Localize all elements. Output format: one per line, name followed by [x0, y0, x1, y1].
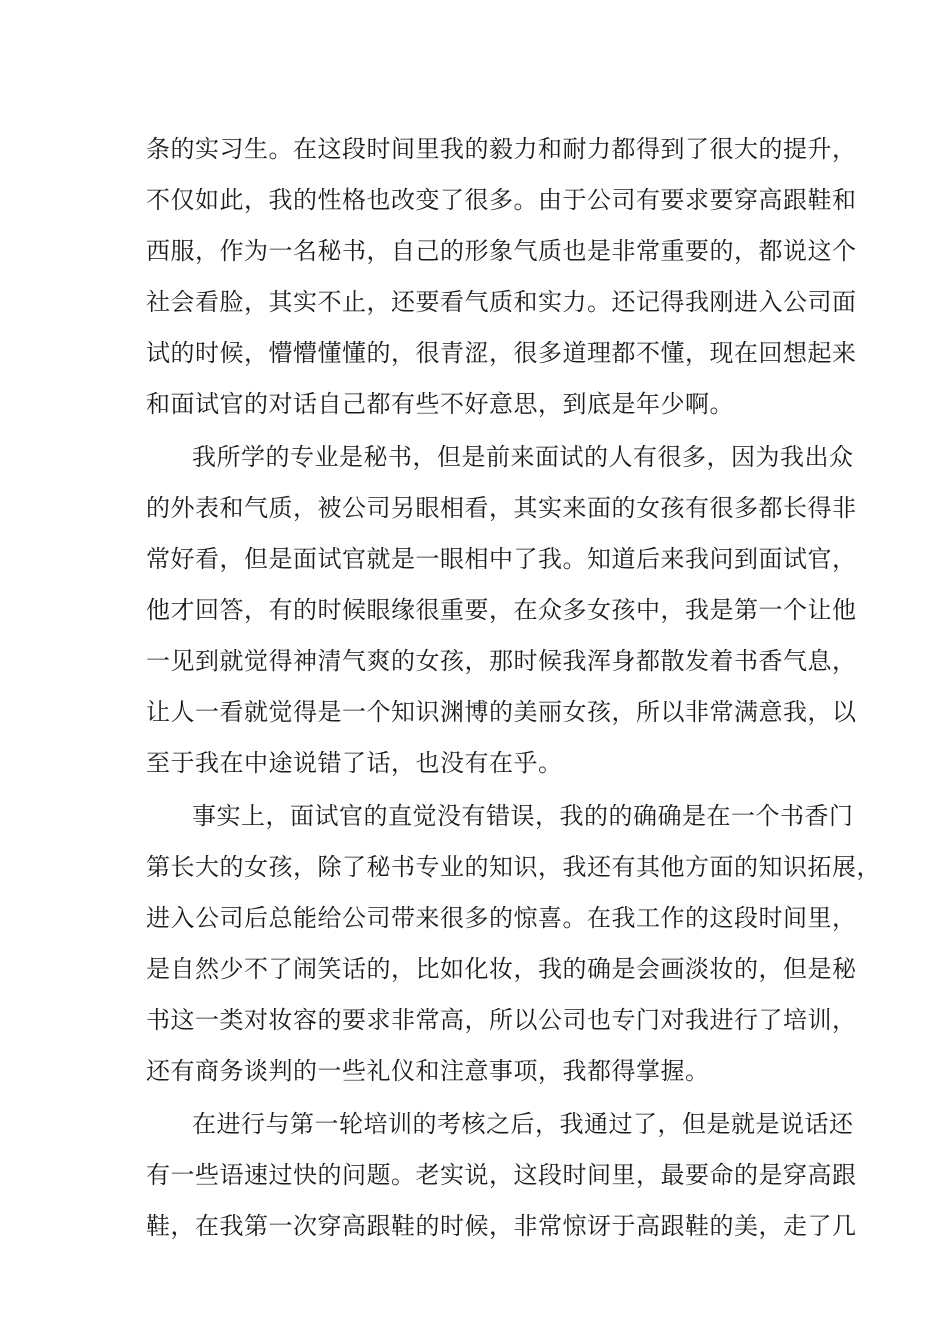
- text-line: 还有商务谈判的一些礼仪和注意事项，我都得掌握。: [146, 1057, 710, 1085]
- text-line: 事实上，面试官的直觉没有错误，我的的确确是在一个书香门: [192, 802, 854, 830]
- text-line: 一见到就觉得神清气爽的女孩，那时候我浑身都散发着书香气息，: [146, 647, 857, 675]
- text-line: 和面试官的对话自己都有些不好意思，到底是年少啊。: [146, 390, 734, 418]
- document-body: [146, 124, 881, 1252]
- text-line: 书这一类对妆容的要求非常高，所以公司也专门对我进行了培训，: [146, 1006, 857, 1034]
- text-line: 他才回答，有的时候眼缘很重要，在众多女孩中，我是第一个让他: [146, 596, 857, 624]
- text-line: 试的时候，懵懵懂懂的，很青涩，很多道理都不懂，现在回想起来: [146, 339, 857, 367]
- text-line: 让人一看就觉得是一个知识渊博的美丽女孩，所以非常满意我，以: [146, 698, 857, 726]
- paragraph: [146, 432, 857, 789]
- text-line: 社会看脸，其实不止，还要看气质和实力。还记得我刚进入公司面: [146, 288, 857, 316]
- paragraph: [146, 791, 881, 1097]
- text-line: 进入公司后总能给公司带来很多的惊喜。在我工作的这段时间里，: [146, 904, 857, 932]
- text-line: 第长大的女孩，除了秘书专业的知识，我还有其他方面的知识拓展，: [146, 853, 881, 881]
- text-line: 至于我在中途说错了话，也没有在乎。: [146, 749, 563, 777]
- text-line: 鞋，在我第一次穿高跟鞋的时候，非常惊讶于高跟鞋的美，走了几: [146, 1212, 857, 1240]
- text-line: 是自然少不了闹笑话的，比如化妆，我的确是会画淡妆的，但是秘: [146, 955, 857, 983]
- text-line: 西服，作为一名秘书，自己的形象气质也是非常重要的，都说这个: [146, 237, 857, 265]
- text-line: 不仅如此，我的性格也改变了很多。由于公司有要求要穿高跟鞋和: [146, 186, 857, 214]
- paragraph: [146, 1099, 857, 1252]
- text-line: 我所学的专业是秘书，但是前来面试的人有很多，因为我出众: [192, 443, 854, 471]
- paragraph: [146, 124, 857, 430]
- text-line: 有一些语速过快的问题。老实说，这段时间里，最要命的是穿高跟: [146, 1161, 857, 1189]
- text-line: 条的实习生。在这段时间里我的毅力和耐力都得到了很大的提升，: [146, 135, 857, 163]
- text-line: 常好看，但是面试官就是一眼相中了我。知道后来我问到面试官，: [146, 545, 857, 573]
- text-line: 在进行与第一轮培训的考核之后，我通过了，但是就是说话还: [192, 1110, 854, 1138]
- text-line: 的外表和气质，被公司另眼相看，其实来面的女孩有很多都长得非: [146, 494, 857, 522]
